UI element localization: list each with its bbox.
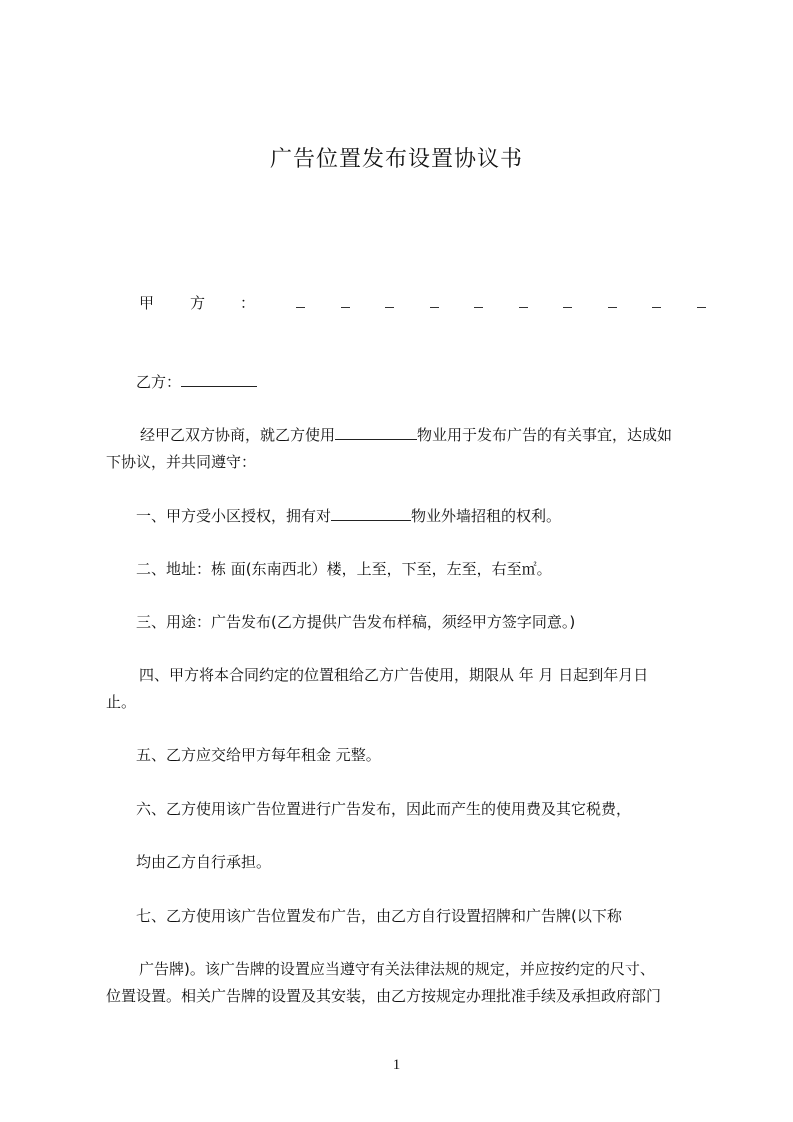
clause-7-line-2: 广告牌)。该广告牌的设置应当遵守有关法律法规的规定，并应按约定的尺寸、 xyxy=(139,960,655,978)
blank-dash xyxy=(296,293,305,308)
clause-1-text-a: 一、甲方受小区授权，拥有对 xyxy=(136,507,332,525)
clause-6-line-1: 六、乙方使用该广告位置进行广告发布，因此而产生的使用费及其它税费， xyxy=(136,800,632,818)
clause-7-line-3: 位置设置。相关广告牌的设置及其安装，由乙方按规定办理批准手续及承担政府部门 xyxy=(106,987,662,1005)
party-b-label: 乙方： xyxy=(136,373,182,391)
property-blank xyxy=(335,425,417,440)
intro-line-1 xyxy=(140,425,672,445)
clause-6-line-2: 均由乙方自行承担。 xyxy=(136,853,272,871)
party-a-blank-field xyxy=(296,293,706,313)
clause-3: 三、用途：广告发布(乙方提供广告发布样稿，须经甲方签字同意。) xyxy=(136,613,576,631)
document-title: 广告位置发布设置协议书 xyxy=(269,147,523,172)
clause-4-line-2: 止。 xyxy=(106,693,137,711)
intro-text-a: 经甲乙双方协商，就乙方使用 xyxy=(140,426,336,444)
page-number: 1 xyxy=(392,1057,401,1073)
clause-1-blank xyxy=(331,506,411,521)
intro-text-b: 物业用于发布广告的有关事宜，达成如 xyxy=(417,426,673,444)
party-a-char-1: 甲 xyxy=(139,294,155,312)
blank-dash xyxy=(385,293,394,308)
clause-2: 二、地址：栋 面(东南西北）楼，上至，下至，左至，右至㎡。 xyxy=(136,560,552,578)
intro-line-2: 下协议，并共同遵守： xyxy=(106,453,257,471)
blank-dash xyxy=(430,293,439,308)
clause-5: 五、乙方应交给甲方每年租金 元整。 xyxy=(136,746,381,764)
blank-dash xyxy=(519,293,528,308)
clause-7-line-1: 七、乙方使用该广告位置发布广告，由乙方自行设置招牌和广告牌(以下称 xyxy=(136,907,622,925)
blank-dash xyxy=(608,293,617,308)
blank-dash xyxy=(563,293,572,308)
clause-4-line-1: 四、甲方将本合同约定的位置租给乙方广告使用，期限从 年 月 日起到年月日 xyxy=(139,666,649,684)
party-a-colon: ： xyxy=(240,294,256,312)
clause-1 xyxy=(136,506,561,526)
party-b-line xyxy=(136,372,257,392)
blank-dash xyxy=(652,293,661,308)
clause-1-text-b: 物业外墙招租的权利。 xyxy=(411,507,562,525)
party-a-char-2: 方 xyxy=(190,294,206,312)
blank-dash xyxy=(341,293,350,308)
blank-dash xyxy=(474,293,483,308)
party-b-blank xyxy=(181,372,257,387)
blank-dash xyxy=(697,293,706,308)
